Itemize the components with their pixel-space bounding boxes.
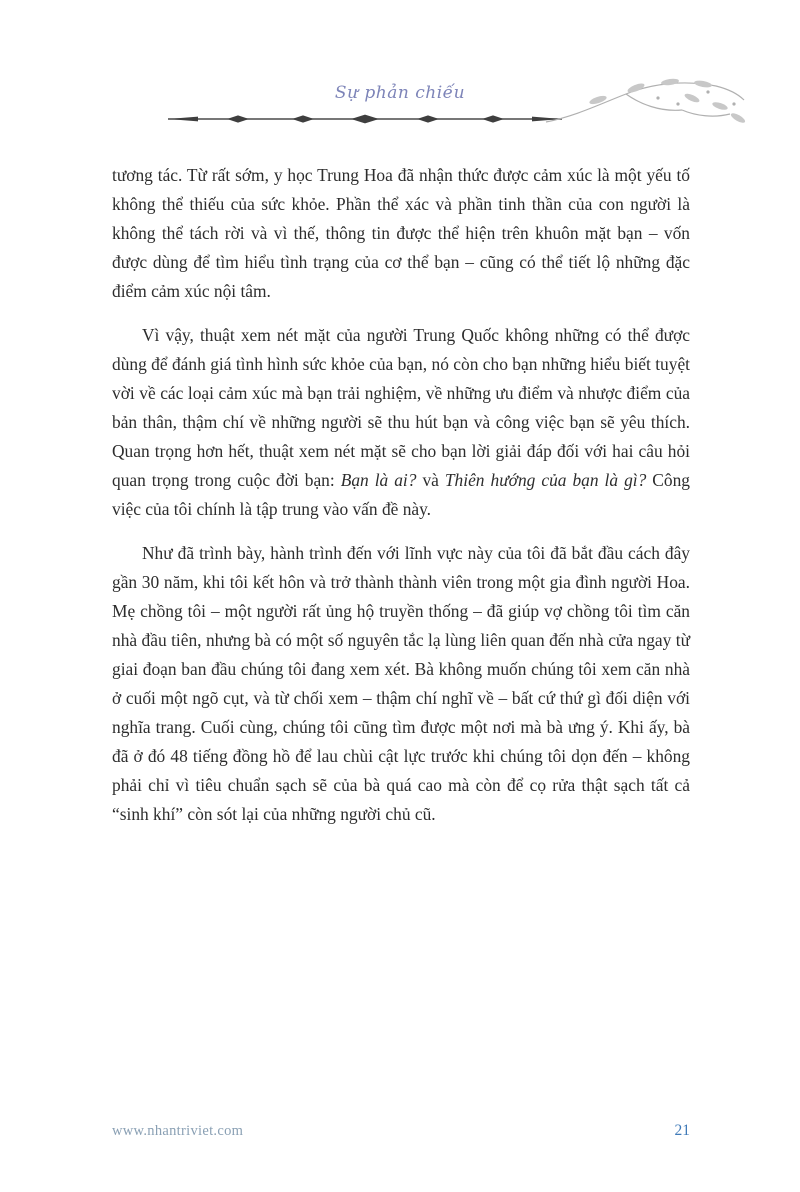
italic-phrase-who-are-you: Bạn là ai? <box>340 470 417 490</box>
floral-branch-icon <box>546 78 746 125</box>
ornamental-divider <box>88 76 753 148</box>
paragraph-2-text-c: Công việc của tôi chính là tập trung vào vấn đề này. <box>112 470 690 519</box>
chapter-title: Sự phản chiếu <box>334 83 466 103</box>
paragraph-1: tương tác. Từ rất sớm, y học Trung Hoa đã nhận thức được cảm xúc là một yếu tố không thể thiếu của sức khỏe. Phần thể xác và phần tinh thần của con người là không thể tách rời và vì thế, thông tin được thể hiện trên khuôn mặt bạn – vốn được dùng để tìm hiểu tình trạng của cơ thể bạn – cũng có thể tiết lộ những đặc điểm cảm xúc nội tâm. <box>112 165 690 301</box>
website-url: www.nhantriviet.com <box>112 1123 244 1139</box>
paragraph-2-text-a: Vì vậy, thuật xem nét mặt của người Trung Quốc không những có thể được dùng để đánh giá tình hình sức khỏe của bạn, nó còn cho bạn những hiểu biết tuyệt vời về các loại cảm xúc mà bạn trải nghiệm, về những ưu điểm và nhược điểm của bản thân, thậm chí về những người sẽ thu hút bạn và công việc bạn sẽ yêu thích. Quan trọng hơn hết, thuật xem nét mặt sẽ cho bạn lời giải đáp đối với hai câu hỏi quan trọng trong cuộc đời bạn: <box>112 325 690 490</box>
page-number: 21 <box>674 1122 690 1139</box>
page-body <box>112 161 690 844</box>
paragraph-2-text-b: và <box>416 470 445 490</box>
divider-rule <box>168 115 562 124</box>
italic-phrase-your-destiny: Thiên hướng của bạn là gì? <box>444 470 647 490</box>
paragraph-3: Như đã trình bày, hành trình đến với lĩnh vực này của tôi đã bắt đầu cách đây gần 30 năm, khi tôi kết hôn và trở thành thành viên trong một gia đình người Hoa. Mẹ chồng tôi – một người rất ủng hộ truyền thống – đã giúp vợ chồng tôi tìm căn nhà đầu tiên, nhưng bà có một số nguyên tắc lạ lùng liên quan đến nhà cửa ngay từ giai đoạn ban đầu chúng tôi đang xem xét. Bà không muốn chúng tôi xem căn nhà ở cuối một ngõ cụt, và từ chối xem – thậm chí nghĩ về – bất cứ thứ gì đối diện với nghĩa trang. Cuối cùng, chúng tôi cũng tìm được một nơi mà bà ưng ý. Khi ấy, bà đã ở đó 48 tiếng đồng hồ để lau chùi cật lực trước khi chúng tôi dọn đến – không phải chỉ vì tiêu chuẩn sạch sẽ của bà quá cao mà còn để cọ rửa thật sạch tất cả “sinh khí” còn sót lại của những người chủ cũ. <box>112 543 690 824</box>
page-footer <box>112 1122 690 1140</box>
paragraph-2 <box>112 321 690 524</box>
